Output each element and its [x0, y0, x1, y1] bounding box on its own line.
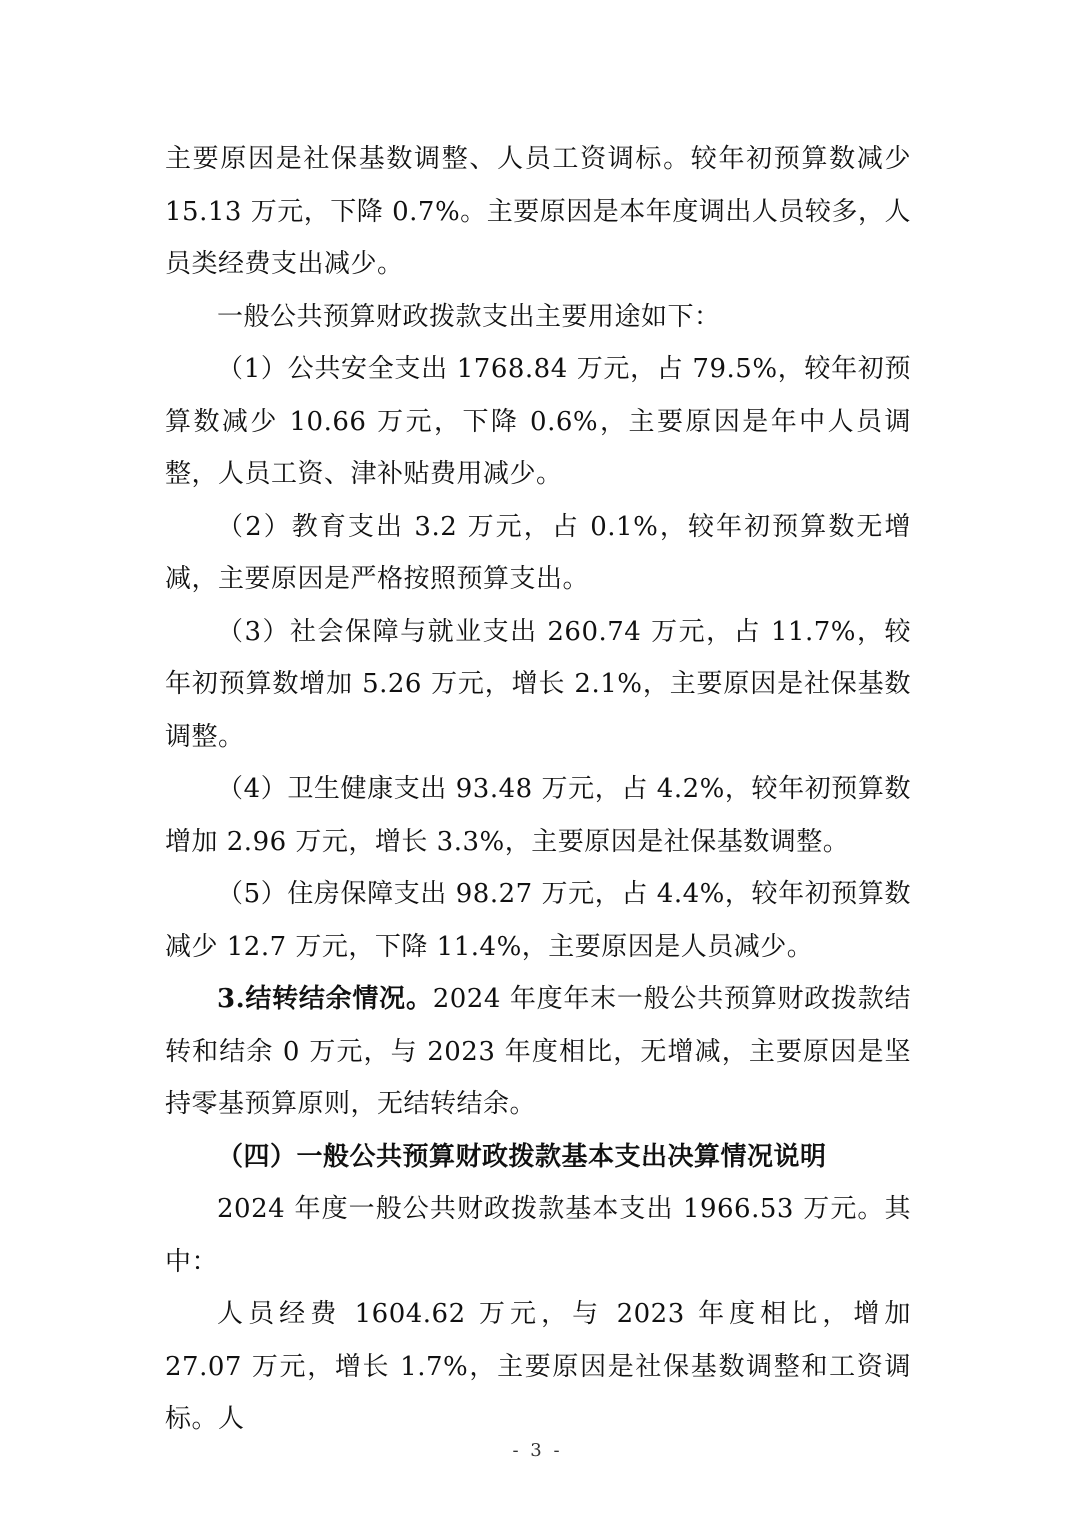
paragraph-uses-intro: 一般公共预算财政拨款支出主要用途如下： — [217, 301, 721, 332]
paragraph-continuation: 主要原因是社保基数调整、人员工资调标。较年初预算数减少 15.13 万元，下降 0.7%。主要原因是本年度调出人员较多，人员类经费支出减少。 — [165, 144, 911, 279]
page-number: - 3 - — [512, 1440, 563, 1461]
list-item-social-security: （3）社会保障与就业支出 260.74 万元，占 11.7%，较年初预算数增加 5.26 万元，增长 2.1%，主要原因是社保基数调整。 — [165, 616, 911, 752]
list-item-health: （4）卫生健康支出 93.48 万元，占 4.2%，较年初预算数增加 2.96 万元，增长 3.3%，主要原因是社保基数调整。 — [165, 774, 911, 857]
carryover-text: 2024 年度年末一般公共预算财政拨款结转和结余 0 万元，与 2023 年度相比，无增减，主要原因是坚持零基预算原则，无结转结余。 — [165, 984, 911, 1119]
section-heading: （四）一般公共预算财政拨款基本支出决算情况说明 — [217, 1141, 827, 1172]
list-item-public-security: （1）公共安全支出 1768.84 万元，占 79.5%，较年初预算数减少 10.66 万元，下降 0.6%，主要原因是年中人员调整，人员工资、津补贴费用减少。 — [165, 354, 911, 489]
list-item-housing: （5）住房保障支出 98.27 万元，占 4.4%，较年初预算数减少 12.7 万元，下降 11.4%，主要原因是人员减少。 — [165, 879, 911, 962]
carryover-title: 3.结转结余情况。 — [217, 984, 433, 1014]
body-text — [165, 133, 911, 1446]
list-item-education: （2）教育支出 3.2 万元，占 0.1%，较年初预算数无增减，主要原因是严格按照预算支出。 — [165, 511, 911, 594]
paragraph-personnel-expense: 人员经费 1604.62 万元，与 2023 年度相比，增加 27.07 万元，增长 1.7%，主要原因是社保基数调整和工资调标。人 — [165, 1299, 911, 1434]
paragraph-basic-expense: 2024 年度一般公共财政拨款基本支出 1966.53 万元。其中： — [165, 1194, 911, 1277]
paragraph-carryover — [165, 973, 911, 1131]
